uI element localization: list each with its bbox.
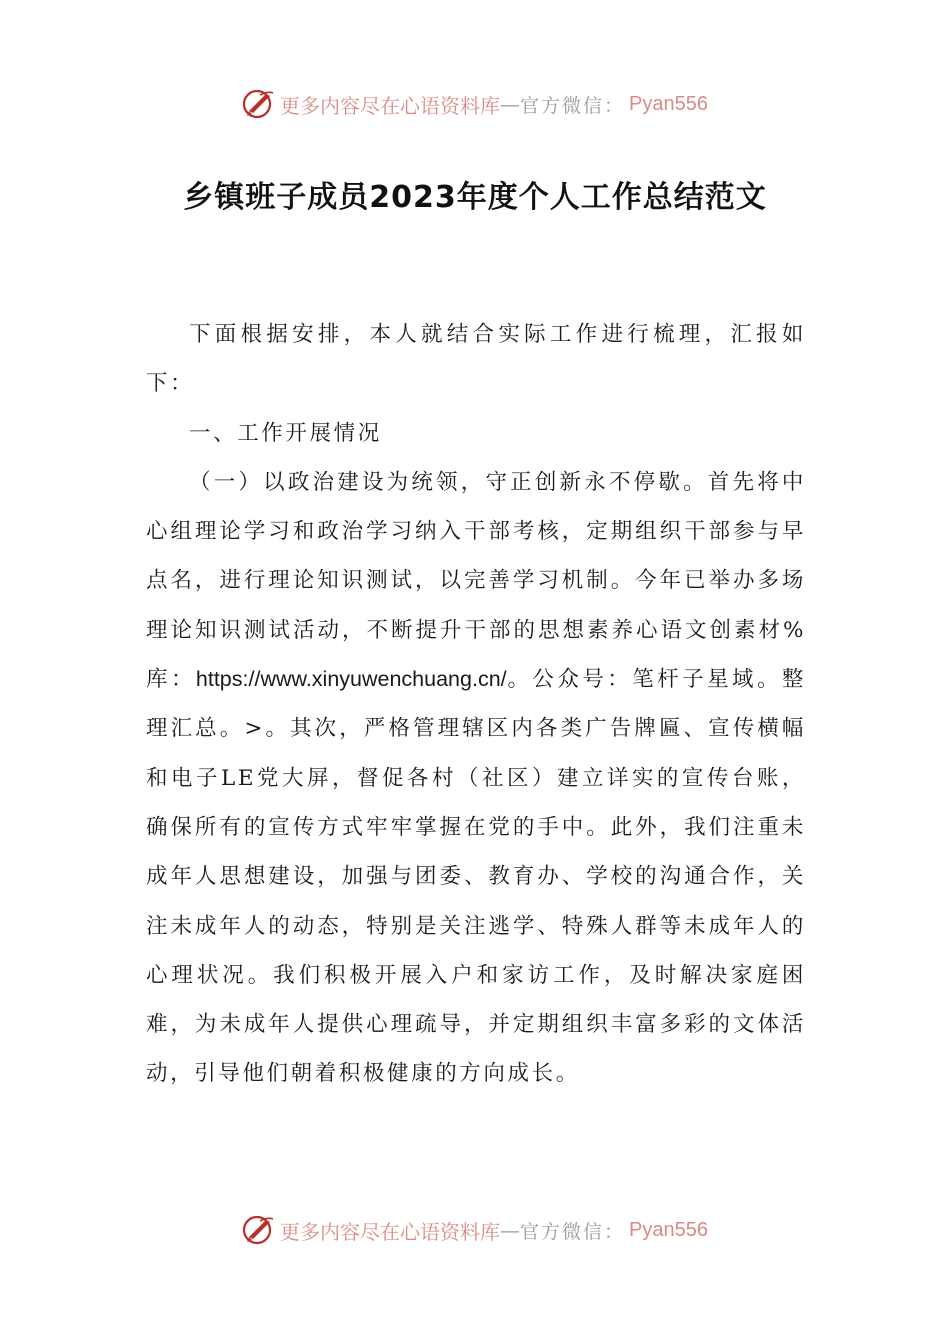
watermark-official-label: 官方微信： (520, 94, 626, 117)
pen-logo-icon (242, 87, 276, 121)
header-watermark (0, 84, 950, 124)
watermark-official-label: 官方微信： (520, 1220, 626, 1243)
pen-logo-icon (242, 1213, 276, 1247)
watermark-brand: 更多内容尽在心语资料库 (280, 1219, 500, 1244)
paragraph-text-b: 。公众号：笔杆子星域。整理汇总。>。其次，严格管理辖区内各类广告牌匾、宣传横幅和电子LE党大屏，督促各村（社区）建立详实的宣传台账，确保所有的宣传方式牢牢掌握在党的手中。此外，我们注重未成年人思想建设，加强与团委、教育办、学校的沟通合作，关注未成年人的动态，特别是关注逃学、特殊人群等未成年人的心理状况。我们积极开展入户和家访工作，及时解决家庭困难，为未成年人提供心理疏导，并定期组织丰富多彩的文体活动，引导他们朝着积极健康的方向成长。 (146, 667, 807, 1087)
paragraph-text-a: （一）以政治建设为统领，守正创新永不停歇。首先将中心组理论学习和政治学习纳入干部考核，定期组织干部参与早点名，进行理论知识测试，以完善学习机制。今年已举办多场理论知识测试活动，不断提升干部的思想素养心语文创素材%库： (146, 469, 806, 693)
watermark-wechat-id: Pyan556 (629, 92, 708, 115)
footer-watermark (0, 1210, 950, 1250)
intro-paragraph: 下面根据安排，本人就结合实际工作进行梳理，汇报如下： (146, 322, 806, 397)
watermark-dash: — (500, 92, 520, 116)
document-body (146, 310, 806, 1099)
body-paragraph (146, 458, 806, 1099)
document-title: 乡镇班子成员2023年度个人工作总结范文 (183, 180, 767, 215)
watermark-brand: 更多内容尽在心语资料库 (280, 93, 500, 118)
website-url: https://www.xinyuwenchuang.cn/ (195, 667, 507, 692)
watermark-wechat-id: Pyan556 (629, 1218, 708, 1241)
watermark-dash: — (500, 1218, 520, 1242)
section-heading: 一、工作开展情况 (189, 420, 382, 446)
